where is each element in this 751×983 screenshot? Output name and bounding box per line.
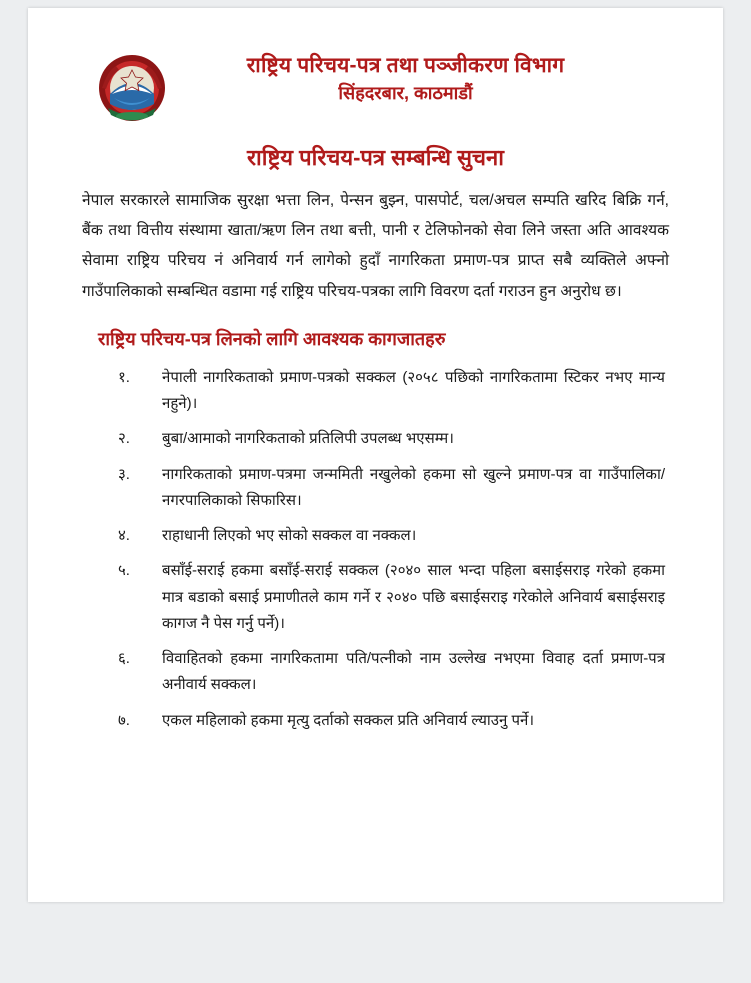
list-item — [110, 646, 665, 699]
list-item-number: ६. — [118, 650, 130, 668]
list-item-text: राहाधानी लिएको भए सोको सक्कल वा नक्कल। — [162, 527, 417, 545]
list-item-text: बुबा/आमाको नागरिकताको प्रतिलिपी उपलब्ध भएसम्म। — [162, 430, 454, 448]
list-item-text: नागरिकताको प्रमाण-पत्रमा जन्ममिती नखुलेको हकमा सो खुल्ने प्रमाण-पत्र वा गाउँपालिका/नगरपालिकाको सिफारिस। — [162, 465, 665, 509]
document-body — [28, 8, 723, 983]
list-item-number: ४. — [118, 527, 130, 545]
list-item — [110, 558, 665, 637]
page-whitespace — [80, 743, 671, 983]
list-item-number: ७. — [118, 711, 130, 729]
list-item-text: एकल महिलाको हकमा मृत्यु दर्ताको सक्कल प्रति अनिवार्य ल्याउनु पर्ने। — [162, 711, 535, 729]
list-item — [110, 523, 665, 549]
document-page — [28, 8, 723, 902]
requirements-list — [110, 365, 665, 734]
organization-address: सिंहदरबार, काठमाडौं — [338, 83, 473, 104]
list-item-number: १. — [118, 368, 130, 386]
header-text-block — [170, 46, 671, 107]
list-item — [110, 708, 665, 734]
list-item — [110, 426, 665, 452]
nepal-government-emblem-icon — [94, 50, 170, 126]
list-item-text: नेपाली नागरिकताको प्रमाण-पत्रको सक्कल (२०५८ पछिको नागरिकतामा स्टिकर नभए मान्य नहुने)। — [162, 368, 665, 413]
document-header — [80, 46, 671, 126]
list-item-number: ३. — [118, 465, 130, 483]
list-item — [110, 365, 665, 418]
organization-name: राष्ट्रिय परिचय-पत्र तथा पञ्जीकरण विभाग — [246, 54, 565, 77]
list-item — [110, 462, 665, 515]
list-item-text: बसाँई-सराई हकमा बसाँई-सराई सक्कल (२०४० साल भन्दा पहिला बसाईसराइ गरेको हकमा मात्र बडाको बसाई प्रमाणीतले काम गर्ने र २०४० पछि बसाईसराइ गरेकोले अनिवार्य बसाईसराइ कागज नै पेस गर्नु पर्ने)। — [162, 562, 665, 632]
section-title: राष्ट्रिय परिचय-पत्र लिनको लागि आवश्यक कागजातहरु — [98, 328, 446, 349]
list-item-number: २. — [118, 430, 130, 448]
list-item-text: विवाहितको हकमा नागरिकतामा पति/पत्नीको नाम उल्लेख नभएमा विवाह दर्ता प्रमाण-पत्र अनीवार्य सक्कल। — [162, 650, 665, 694]
list-item-number: ५. — [118, 562, 130, 580]
intro-paragraph: नेपाल सरकारले सामाजिक सुरक्षा भत्ता लिन, पेन्सन बुझ्न, पासपोर्ट, चल/अचल सम्पति खरिद बिक्रि गर्न, बैंक तथा वित्तीय संस्थामा खाता/ऋण लिन तथा बत्ती, पानी र टेलिफोनको सेवा लिने जस्ता अति आवश्यक सेवामा राष्ट्रिय परिचय नं अनिवार्य गर्न लागेको हुदाँ नागरिकता प्रमाण-पत्र प्राप्त सबै व्यक्तिले अफ्नो गाउँपालिकाको सम्बन्धित वडामा गई राष्ट्रिय परिचय-पत्रका लागि विवरण दर्ता गराउन हुन अनुरोध छ। — [82, 192, 669, 300]
page-title: राष्ट्रिय परिचय-पत्र सम्बन्धि सुचना — [247, 145, 504, 170]
